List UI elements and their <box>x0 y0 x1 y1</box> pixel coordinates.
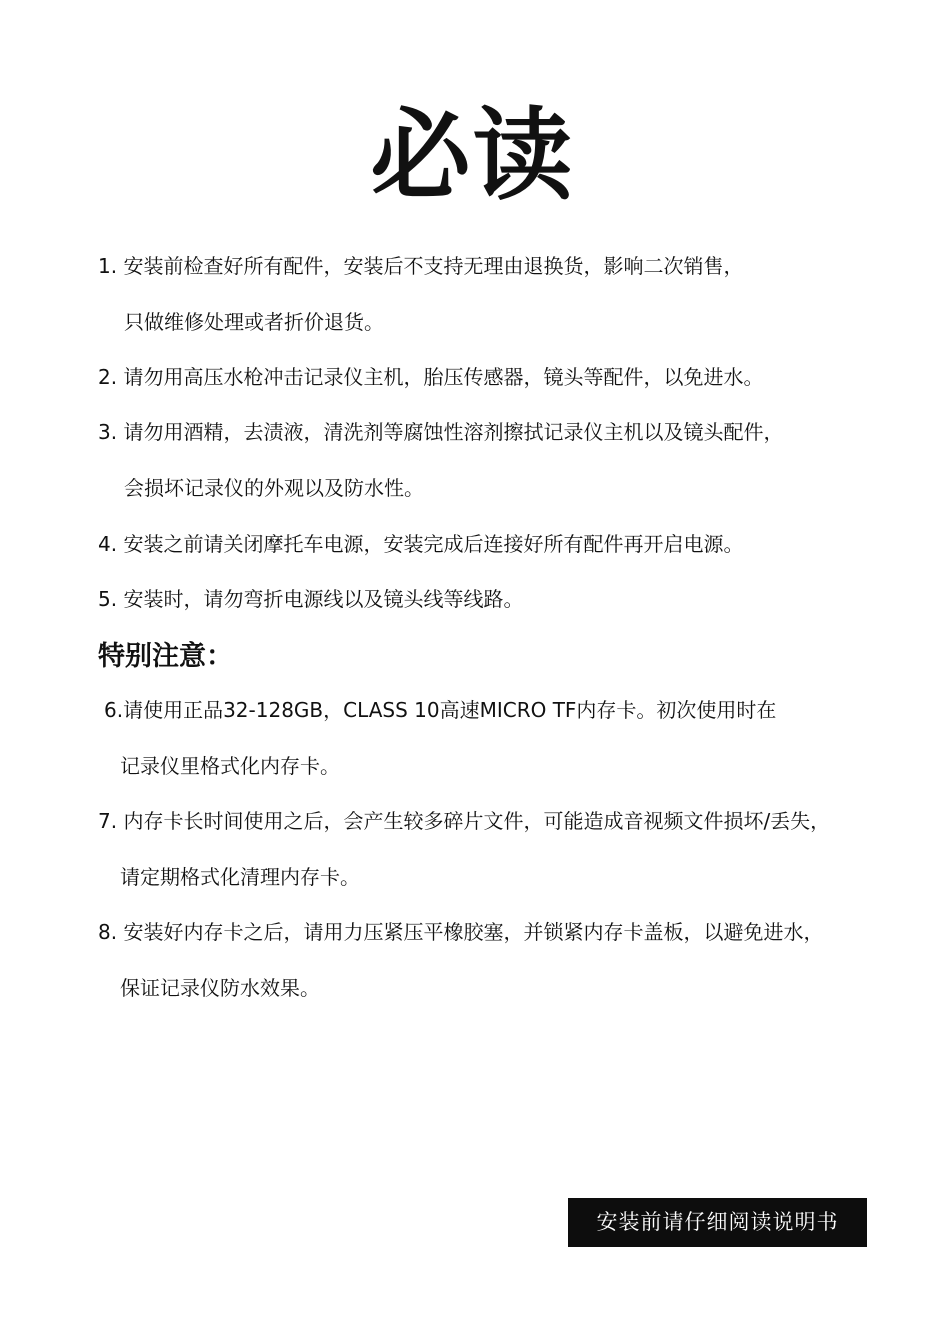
read-manual-label: 安装前请仔细阅读说明书 <box>568 1198 867 1247</box>
note-6-line-2: 记录仪里格式化内存卡。 <box>120 754 340 778</box>
note-1-line-2: 只做维修处理或者折价退货。 <box>124 310 384 334</box>
note-6-line-1: 6.请使用正品32-128GB，CLASS 10高速MICRO TF内存卡。初次使用时在 <box>104 698 777 722</box>
note-7-line-2: 请定期格式化清理内存卡。 <box>120 865 360 889</box>
note-3-line-2: 会损坏记录仪的外观以及防水性。 <box>124 476 424 500</box>
note-7-line-1: 7. 内存卡长时间使用之后，会产生较多碎片文件，可能造成音视频文件损坏/丢失， <box>98 809 831 833</box>
note-3-line-1: 3. 请勿用酒精，去渍液，清洗剂等腐蚀性溶剂擦拭记录仪主机以及镜头配件， <box>98 420 784 444</box>
note-5-line-1: 5. 安装时，请勿弯折电源线以及镜头线等线路。 <box>98 587 524 611</box>
note-2-line-1: 2. 请勿用高压水枪冲击记录仪主机，胎压传感器，镜头等配件，以免进水。 <box>98 365 764 389</box>
page-title: 必读 <box>370 97 575 214</box>
note-8-line-1: 8. 安装好内存卡之后，请用力压紧压平橡胶塞，并锁紧内存卡盖板，以避免进水， <box>98 920 824 944</box>
note-8-line-2: 保证记录仪防水效果。 <box>120 976 320 1000</box>
note-1-line-1: 1. 安装前检查好所有配件，安装后不支持无理由退换货，影响二次销售， <box>98 254 744 278</box>
special-notice-heading: 特别注意： <box>98 641 233 672</box>
note-4-line-1: 4. 安装之前请关闭摩托车电源，安装完成后连接好所有配件再开启电源。 <box>98 532 744 556</box>
